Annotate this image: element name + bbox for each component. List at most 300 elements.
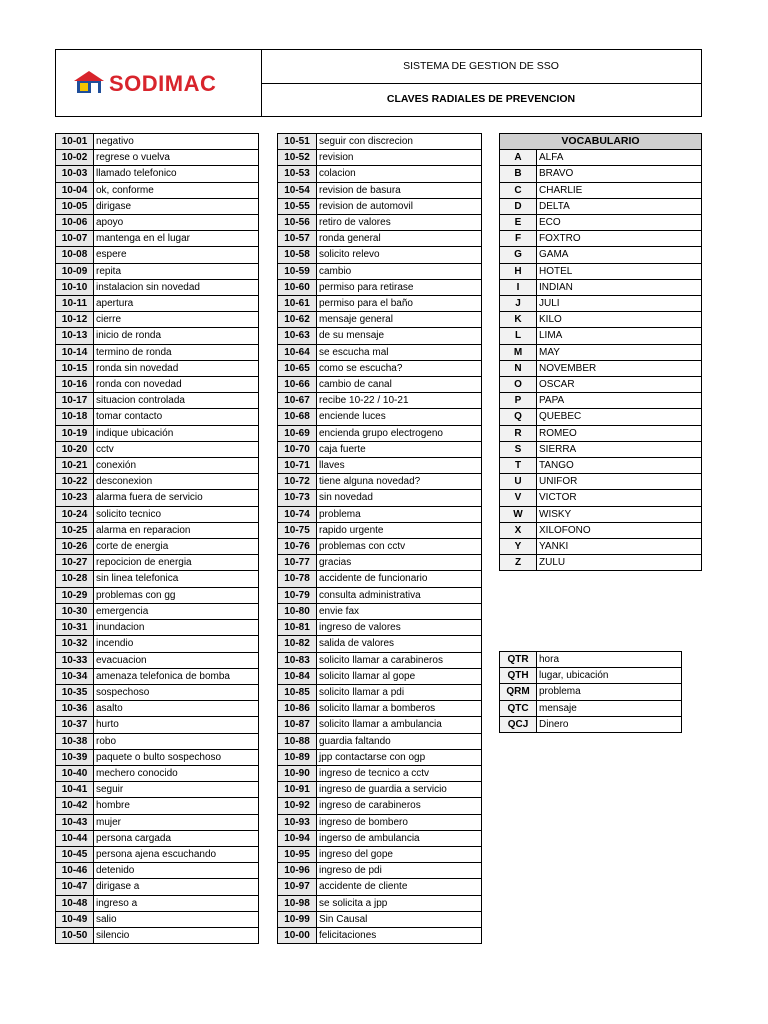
code-meaning: emergencia	[94, 603, 259, 619]
code-row	[56, 539, 259, 555]
code-row	[278, 733, 482, 749]
vocab-word: LIMA	[537, 328, 702, 344]
code-row	[278, 474, 482, 490]
code-row	[56, 263, 259, 279]
radio-code: 10-18	[56, 409, 94, 425]
code-meaning: permiso para el baño	[317, 296, 482, 312]
radio-code: 10-90	[278, 765, 317, 781]
radio-code: 10-99	[278, 911, 317, 927]
code-meaning: alarma en reparacion	[94, 522, 259, 538]
radio-code: 10-24	[56, 506, 94, 522]
vocab-letter: A	[500, 150, 537, 166]
code-row	[56, 296, 259, 312]
codes-table-left	[55, 133, 259, 944]
code-meaning: solicito llamar a pdi	[317, 684, 482, 700]
radio-code: 10-95	[278, 846, 317, 862]
vocab-word: VICTOR	[537, 490, 702, 506]
code-row	[278, 409, 482, 425]
code-row	[278, 490, 482, 506]
code-row	[278, 296, 482, 312]
vocab-letter: D	[500, 198, 537, 214]
vocab-row	[500, 474, 702, 490]
radio-code: 10-51	[278, 134, 317, 150]
radio-code: 10-00	[278, 927, 317, 943]
code-meaning: tiene alguna novedad?	[317, 474, 482, 490]
code-row	[278, 166, 482, 182]
code-row	[56, 215, 259, 231]
code-meaning: permiso para retirase	[317, 279, 482, 295]
code-row	[278, 247, 482, 263]
q-code: QTH	[500, 668, 537, 684]
radio-code: 10-20	[56, 441, 94, 457]
radio-code: 10-46	[56, 863, 94, 879]
radio-code: 10-61	[278, 296, 317, 312]
radio-code: 10-67	[278, 393, 317, 409]
vocab-row	[500, 458, 702, 474]
vocab-word: JULI	[537, 296, 702, 312]
code-meaning: situacion controlada	[94, 393, 259, 409]
code-meaning: indique ubicación	[94, 425, 259, 441]
radio-code: 10-49	[56, 911, 94, 927]
radio-code: 10-72	[278, 474, 317, 490]
code-meaning: se escucha mal	[317, 344, 482, 360]
radio-code: 10-96	[278, 863, 317, 879]
radio-code: 10-11	[56, 296, 94, 312]
radio-code: 10-09	[56, 263, 94, 279]
code-row	[56, 198, 259, 214]
q-meaning: lugar, ubicación	[537, 668, 682, 684]
code-meaning: solicito llamar a ambulancia	[317, 717, 482, 733]
radio-code: 10-48	[56, 895, 94, 911]
vocab-letter: M	[500, 344, 537, 360]
code-meaning: inundacion	[94, 620, 259, 636]
code-row	[56, 846, 259, 862]
code-row	[278, 134, 482, 150]
code-row	[56, 895, 259, 911]
code-row	[278, 782, 482, 798]
code-meaning: alarma fuera de servicio	[94, 490, 259, 506]
radio-code: 10-80	[278, 603, 317, 619]
vocab-letter: O	[500, 377, 537, 393]
vocab-letter: T	[500, 458, 537, 474]
code-row	[56, 231, 259, 247]
radio-code: 10-44	[56, 830, 94, 846]
radio-code: 10-30	[56, 603, 94, 619]
q-code-row	[500, 700, 682, 716]
code-row	[56, 620, 259, 636]
code-meaning: llamado telefonico	[94, 166, 259, 182]
radio-code: 10-42	[56, 798, 94, 814]
radio-code: 10-78	[278, 571, 317, 587]
radio-code: 10-01	[56, 134, 94, 150]
vocab-row	[500, 409, 702, 425]
code-meaning: tomar contacto	[94, 409, 259, 425]
code-meaning: paquete o bulto sospechoso	[94, 749, 259, 765]
code-meaning: mantenga en el lugar	[94, 231, 259, 247]
vocab-letter: V	[500, 490, 537, 506]
code-row	[278, 684, 482, 700]
vocab-letter: J	[500, 296, 537, 312]
code-row	[56, 474, 259, 490]
code-meaning: solicito llamar a carabineros	[317, 652, 482, 668]
code-row	[278, 182, 482, 198]
radio-code: 10-63	[278, 328, 317, 344]
code-meaning: evacuacion	[94, 652, 259, 668]
document-header	[55, 49, 702, 117]
code-meaning: revision de basura	[317, 182, 482, 198]
code-meaning: revision	[317, 150, 482, 166]
code-row	[278, 506, 482, 522]
radio-code: 10-55	[278, 198, 317, 214]
radio-code: 10-08	[56, 247, 94, 263]
code-row	[56, 344, 259, 360]
code-row	[56, 458, 259, 474]
q-code-row	[500, 668, 682, 684]
code-meaning: sin novedad	[317, 490, 482, 506]
code-meaning: mensaje general	[317, 312, 482, 328]
code-row	[278, 312, 482, 328]
code-meaning: cctv	[94, 441, 259, 457]
vocab-letter: R	[500, 425, 537, 441]
code-row	[278, 927, 482, 943]
vocab-letter: Z	[500, 555, 537, 571]
vocab-row	[500, 150, 702, 166]
code-meaning: solicito llamar al gope	[317, 668, 482, 684]
q-codes-table	[499, 651, 682, 733]
code-row	[56, 782, 259, 798]
code-row	[56, 490, 259, 506]
radio-code: 10-29	[56, 587, 94, 603]
code-meaning: repita	[94, 263, 259, 279]
code-row	[56, 555, 259, 571]
radio-code: 10-35	[56, 684, 94, 700]
code-row	[278, 571, 482, 587]
q-code-row	[500, 684, 682, 700]
vocab-letter: G	[500, 247, 537, 263]
radio-code: 10-98	[278, 895, 317, 911]
code-row	[56, 377, 259, 393]
q-code: QRM	[500, 684, 537, 700]
code-meaning: repocicion de energia	[94, 555, 259, 571]
radio-code: 10-56	[278, 215, 317, 231]
radio-code: 10-91	[278, 782, 317, 798]
code-meaning: consulta administrativa	[317, 587, 482, 603]
radio-code: 10-76	[278, 539, 317, 555]
vocab-letter: S	[500, 441, 537, 457]
code-meaning: encienda grupo electrogeno	[317, 425, 482, 441]
code-row	[278, 425, 482, 441]
vocab-row	[500, 425, 702, 441]
radio-code: 10-06	[56, 215, 94, 231]
radio-code: 10-45	[56, 846, 94, 862]
radio-code: 10-93	[278, 814, 317, 830]
code-meaning: robo	[94, 733, 259, 749]
code-row	[56, 247, 259, 263]
code-row	[278, 458, 482, 474]
code-row	[56, 717, 259, 733]
code-row	[278, 636, 482, 652]
vocab-row	[500, 215, 702, 231]
code-meaning: dirigase a	[94, 879, 259, 895]
vocab-letter: X	[500, 522, 537, 538]
code-row	[278, 911, 482, 927]
q-meaning: Dinero	[537, 716, 682, 732]
radio-code: 10-69	[278, 425, 317, 441]
vocab-word: XILOFONO	[537, 522, 702, 538]
code-row	[56, 830, 259, 846]
radio-code: 10-47	[56, 879, 94, 895]
vocab-word: ROMEO	[537, 425, 702, 441]
code-row	[278, 328, 482, 344]
code-meaning: ingreso de tecnico a cctv	[317, 765, 482, 781]
code-meaning: apoyo	[94, 215, 259, 231]
code-meaning: termino de ronda	[94, 344, 259, 360]
vocab-row	[500, 263, 702, 279]
code-row	[278, 749, 482, 765]
vocab-row	[500, 296, 702, 312]
vocab-word: BRAVO	[537, 166, 702, 182]
code-row	[56, 749, 259, 765]
radio-code: 10-12	[56, 312, 94, 328]
vocab-row	[500, 344, 702, 360]
code-meaning: seguir	[94, 782, 259, 798]
code-row	[278, 652, 482, 668]
code-row	[56, 571, 259, 587]
code-row	[278, 765, 482, 781]
radio-code: 10-22	[56, 474, 94, 490]
code-meaning: desconexion	[94, 474, 259, 490]
code-meaning: ingreso de guardia a servicio	[317, 782, 482, 798]
code-row	[278, 393, 482, 409]
vocab-letter: E	[500, 215, 537, 231]
radio-code: 10-62	[278, 312, 317, 328]
radio-code: 10-79	[278, 587, 317, 603]
code-row	[56, 279, 259, 295]
code-row	[56, 522, 259, 538]
code-row	[56, 603, 259, 619]
radio-code: 10-13	[56, 328, 94, 344]
code-meaning: revision de automovil	[317, 198, 482, 214]
code-row	[56, 409, 259, 425]
code-row	[56, 636, 259, 652]
vocab-letter: F	[500, 231, 537, 247]
code-row	[278, 863, 482, 879]
vocab-letter: Q	[500, 409, 537, 425]
radio-code: 10-05	[56, 198, 94, 214]
vocab-row	[500, 539, 702, 555]
code-meaning: detenido	[94, 863, 259, 879]
code-row	[56, 684, 259, 700]
vocab-row	[500, 166, 702, 182]
code-row	[56, 393, 259, 409]
radio-code: 10-39	[56, 749, 94, 765]
vocab-row	[500, 247, 702, 263]
vocab-letter: W	[500, 506, 537, 522]
radio-code: 10-33	[56, 652, 94, 668]
code-meaning: regrese o vuelva	[94, 150, 259, 166]
code-row	[56, 134, 259, 150]
code-meaning: felicitaciones	[317, 927, 482, 943]
vocabulary-title: VOCABULARIO	[500, 134, 702, 150]
code-meaning: incendio	[94, 636, 259, 652]
code-meaning: apertura	[94, 296, 259, 312]
code-meaning: problema	[317, 506, 482, 522]
vocab-word: QUEBEC	[537, 409, 702, 425]
q-code: QCJ	[500, 716, 537, 732]
vocab-word: SIERRA	[537, 441, 702, 457]
code-meaning: hurto	[94, 717, 259, 733]
vocab-row	[500, 279, 702, 295]
code-row	[278, 441, 482, 457]
code-row	[278, 603, 482, 619]
vocab-row	[500, 198, 702, 214]
radio-code: 10-77	[278, 555, 317, 571]
code-meaning: jpp contactarse con ogp	[317, 749, 482, 765]
code-meaning: mujer	[94, 814, 259, 830]
radio-code: 10-86	[278, 701, 317, 717]
radio-code: 10-32	[56, 636, 94, 652]
radio-code: 10-52	[278, 150, 317, 166]
code-meaning: ingreso del gope	[317, 846, 482, 862]
vocab-letter: Y	[500, 539, 537, 555]
radio-code: 10-41	[56, 782, 94, 798]
code-meaning: dirigase	[94, 198, 259, 214]
code-row	[56, 879, 259, 895]
vocab-word: OSCAR	[537, 377, 702, 393]
code-row	[56, 425, 259, 441]
q-code: QTR	[500, 652, 537, 668]
code-row	[278, 360, 482, 376]
code-row	[278, 231, 482, 247]
radio-code: 10-87	[278, 717, 317, 733]
document-title: CLAVES RADIALES DE PREVENCION	[386, 93, 576, 105]
code-meaning: hombre	[94, 798, 259, 814]
code-meaning: solicito relevo	[317, 247, 482, 263]
code-meaning: ingreso de pdi	[317, 863, 482, 879]
vocab-word: NOVEMBER	[537, 360, 702, 376]
code-row	[56, 863, 259, 879]
vocab-word: MAY	[537, 344, 702, 360]
radio-code: 10-74	[278, 506, 317, 522]
code-row	[278, 620, 482, 636]
vocab-word: HOTEL	[537, 263, 702, 279]
radio-code: 10-59	[278, 263, 317, 279]
radio-code: 10-83	[278, 652, 317, 668]
radio-code: 10-27	[56, 555, 94, 571]
code-meaning: de su mensaje	[317, 328, 482, 344]
radio-code: 10-16	[56, 377, 94, 393]
radio-code: 10-85	[278, 684, 317, 700]
q-code-row	[500, 652, 682, 668]
code-row	[56, 166, 259, 182]
code-meaning: espere	[94, 247, 259, 263]
code-meaning: rapido urgente	[317, 522, 482, 538]
code-row	[56, 814, 259, 830]
code-row	[278, 879, 482, 895]
vocab-word: TANGO	[537, 458, 702, 474]
q-meaning: mensaje	[537, 700, 682, 716]
radio-code: 10-57	[278, 231, 317, 247]
code-row	[278, 150, 482, 166]
q-meaning: problema	[537, 684, 682, 700]
code-row	[56, 312, 259, 328]
code-meaning: cierre	[94, 312, 259, 328]
code-row	[56, 328, 259, 344]
code-meaning: problemas con gg	[94, 587, 259, 603]
vocab-letter: N	[500, 360, 537, 376]
radio-code: 10-21	[56, 458, 94, 474]
code-meaning: cambio de canal	[317, 377, 482, 393]
radio-code: 10-40	[56, 765, 94, 781]
code-meaning: ronda con novedad	[94, 377, 259, 393]
code-meaning: mechero conocido	[94, 765, 259, 781]
code-meaning: ronda sin novedad	[94, 360, 259, 376]
radio-code: 10-28	[56, 571, 94, 587]
code-meaning: colacion	[317, 166, 482, 182]
vocab-row	[500, 490, 702, 506]
radio-code: 10-02	[56, 150, 94, 166]
code-row	[278, 377, 482, 393]
code-meaning: amenaza telefonica de bomba	[94, 668, 259, 684]
code-row	[56, 506, 259, 522]
code-meaning: persona ajena escuchando	[94, 846, 259, 862]
radio-code: 10-54	[278, 182, 317, 198]
vocab-row	[500, 441, 702, 457]
code-row	[278, 895, 482, 911]
code-meaning: guardia faltando	[317, 733, 482, 749]
code-row	[278, 539, 482, 555]
vocab-row	[500, 506, 702, 522]
code-row	[56, 441, 259, 457]
radio-code: 10-64	[278, 344, 317, 360]
code-meaning: ingreso de bombero	[317, 814, 482, 830]
code-meaning: salida de valores	[317, 636, 482, 652]
q-code-row	[500, 716, 682, 732]
radio-code: 10-89	[278, 749, 317, 765]
vocab-letter: I	[500, 279, 537, 295]
radio-code: 10-37	[56, 717, 94, 733]
code-meaning: problemas con cctv	[317, 539, 482, 555]
radio-code: 10-14	[56, 344, 94, 360]
code-row	[56, 911, 259, 927]
radio-code: 10-26	[56, 539, 94, 555]
vocab-word: FOXTRO	[537, 231, 702, 247]
vocab-word: INDIAN	[537, 279, 702, 295]
code-row	[278, 701, 482, 717]
radio-code: 10-43	[56, 814, 94, 830]
radio-code: 10-58	[278, 247, 317, 263]
radio-code: 10-70	[278, 441, 317, 457]
vocab-row	[500, 312, 702, 328]
code-meaning: sin linea telefonica	[94, 571, 259, 587]
q-meaning: hora	[537, 652, 682, 668]
sodimac-logo	[72, 69, 217, 99]
code-row	[278, 798, 482, 814]
code-meaning: instalacion sin novedad	[94, 279, 259, 295]
code-row	[56, 927, 259, 943]
radio-code: 10-10	[56, 279, 94, 295]
radio-code: 10-23	[56, 490, 94, 506]
code-meaning: se solicita a jpp	[317, 895, 482, 911]
code-meaning: ingreso a	[94, 895, 259, 911]
vocab-word: ALFA	[537, 150, 702, 166]
vocab-word: ECO	[537, 215, 702, 231]
code-row	[278, 263, 482, 279]
code-row	[56, 765, 259, 781]
vocab-letter: U	[500, 474, 537, 490]
vocab-letter: B	[500, 166, 537, 182]
code-row	[278, 668, 482, 684]
